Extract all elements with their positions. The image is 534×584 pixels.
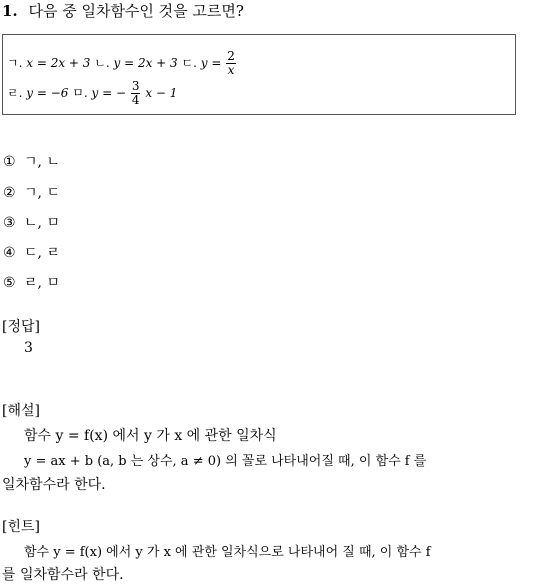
option-d-label: ㄹ. [7, 86, 23, 100]
option-b-expr: y = 2x + 3 [113, 56, 178, 70]
explanation-label: [해설] [2, 403, 40, 419]
question-number: 1. [2, 2, 18, 20]
option-e-label: ㅁ. [72, 86, 88, 100]
option-e-expr-pre: y = − [91, 86, 127, 100]
hint-line-2: 를 일차함수라 한다. [2, 567, 124, 583]
option-b-label: ㄴ. [94, 56, 110, 70]
option-c-numerator: 2 [227, 49, 235, 63]
option-e-denominator: 4 [131, 93, 140, 107]
choice-text: ㄷ, ㄹ [24, 245, 60, 261]
option-d-expr: y = −6 [26, 86, 69, 100]
option-e-fraction [131, 80, 141, 107]
option-e-expr-post: x − 1 [145, 86, 178, 100]
choice-5[interactable] [3, 272, 60, 292]
choice-2[interactable] [3, 182, 60, 202]
choice-text: ㄱ, ㄷ [24, 185, 60, 201]
choice-text: ㄹ, ㅁ [24, 275, 60, 291]
choice-1[interactable] [3, 151, 60, 171]
hint-line-1: 함수 y = f(x) 에서 y 가 x 에 관한 일차식으로 나타내어 질 때, 이 함수 f [24, 545, 431, 560]
hint-label: [힌트] [2, 519, 40, 535]
choice-3[interactable] [3, 212, 60, 232]
choice-text: ㄱ, ㄴ [24, 154, 60, 170]
option-e-numerator: 3 [131, 79, 140, 93]
choice-text: ㄴ, ㅁ [24, 215, 60, 231]
choice-marker: ③ [3, 215, 16, 231]
explanation-line-2: y = ax + b (a, b 는 상수, a ≠ 0) 의 꼴로 나타내어질 때, 이 함수 f 를 [24, 454, 427, 469]
option-c-expr: y = [200, 56, 222, 70]
option-a-label: ㄱ. [7, 56, 23, 70]
choice-marker: ⑤ [3, 275, 16, 291]
option-c-denominator: x [227, 63, 235, 77]
choice-marker: ① [3, 154, 16, 170]
option-c-label: ㄷ. [181, 56, 197, 70]
choice-marker: ② [3, 185, 16, 201]
choice-4[interactable] [3, 242, 60, 262]
question-line [2, 0, 244, 21]
choice-marker: ④ [3, 245, 16, 261]
option-c-fraction [226, 50, 236, 77]
box-line-1 [7, 50, 237, 77]
answer-value: 3 [24, 340, 33, 356]
explanation-line-1: 함수 y = f(x) 에서 y 가 x 에 관한 일차식 [24, 428, 277, 444]
explanation-line-3: 일차함수라 한다. [2, 477, 106, 493]
answer-label: [정답] [2, 319, 40, 335]
question-text: 다음 중 일차함수인 것을 고르면? [28, 2, 244, 20]
box-line-2 [7, 80, 177, 107]
option-a-expr: x = 2x + 3 [26, 56, 91, 70]
